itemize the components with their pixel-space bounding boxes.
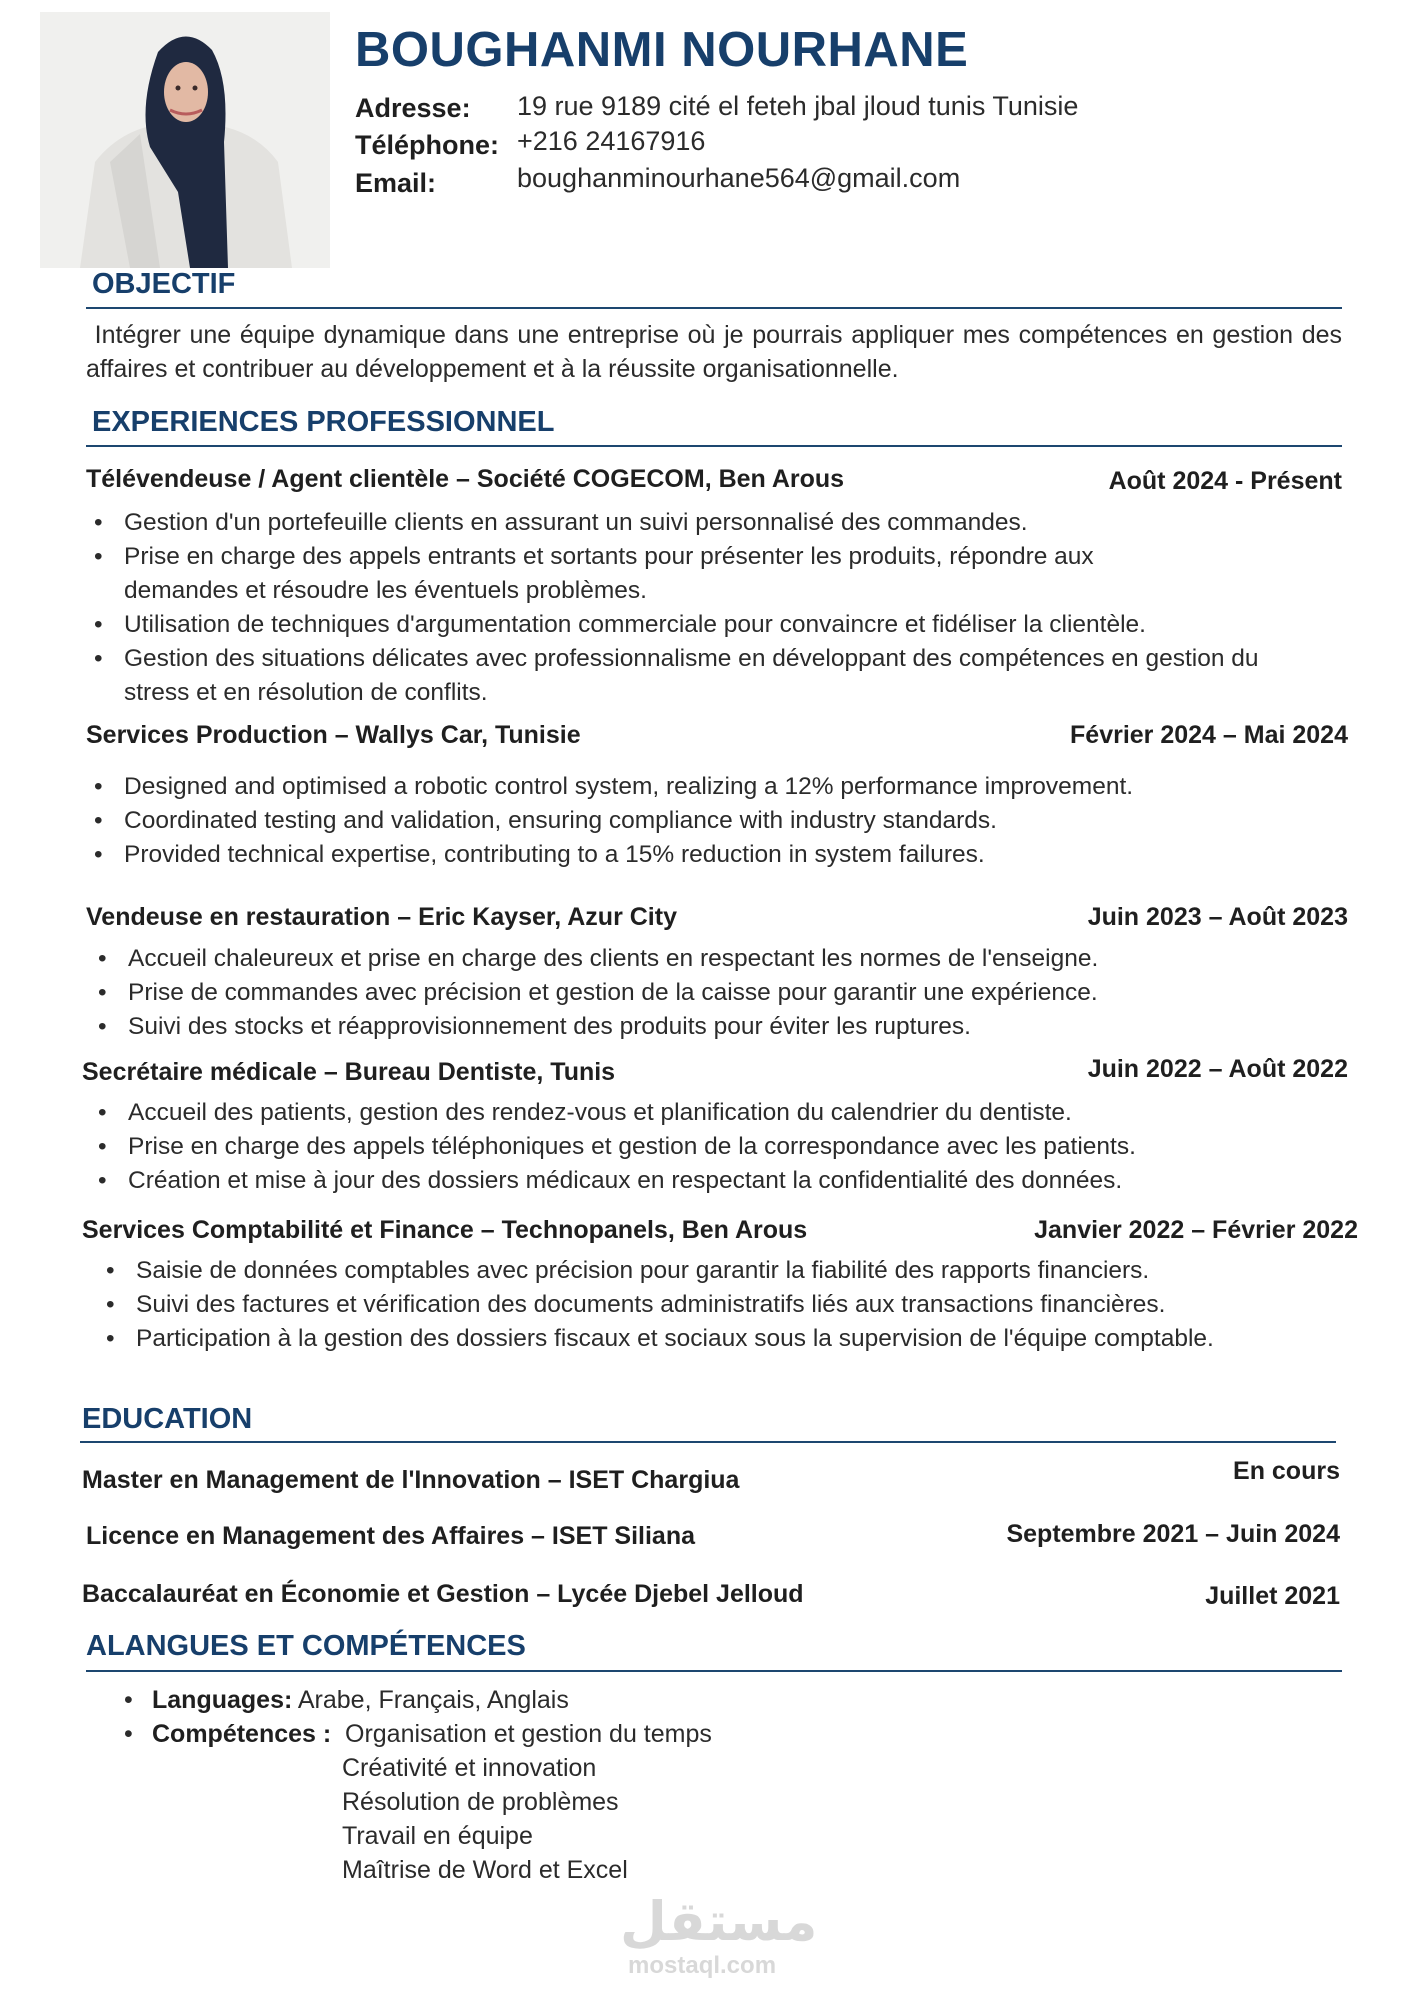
job-title: Secrétaire médicale – Bureau Dentiste, Tunis [82, 1058, 616, 1086]
list-item: • Prise en charge des appels entrants et sortants pour présenter les produits, répondre aux demandes et résoudre les éventuels problèmes. [86, 540, 1214, 608]
list-item: • Prise de commandes avec précision et gestion de la caisse pour garantir une expérience. [90, 976, 1340, 1010]
job-title: Services Comptabilité et Finance – Technopanels, Ben Arous [82, 1216, 808, 1244]
list-item: • Suivi des factures et vérification des documents administratifs liés aux transactions financières. [98, 1288, 1328, 1322]
experience-title: EXPERIENCES PROFESSIONNEL [92, 406, 555, 438]
skills-title: ALANGUES ET COMPÉTENCES [86, 1630, 526, 1662]
list-item: • Gestion des situations délicates avec professionnalisme en développant des compétences en gestion du stress et en résolution de conflits. [86, 642, 1294, 710]
address-value: 19 rue 9189 cité el feteh jbal jloud tunis Tunisie [517, 91, 1079, 121]
list-item: • Accueil chaleureux et prise en charge des clients en respectant les normes de l'enseigne. [90, 942, 1340, 976]
languages-value: Arabe, Français, Anglais [297, 1686, 569, 1714]
competence-item: Résolution de problèmes [342, 1788, 619, 1816]
list-item: • Saisie de données comptables avec précision pour garantir la fiabilité des rapports financiers. [98, 1254, 1328, 1288]
bullet-dot: • [124, 1686, 133, 1714]
languages-line [152, 1686, 569, 1715]
list-item: • Suivi des stocks et réapprovisionnement des produits pour éviter les ruptures. [90, 1010, 1340, 1044]
education-item-title: Baccalauréat en Économie et Gestion – Lycée Djebel Jelloud [82, 1580, 804, 1608]
education-item-title: Master en Management de l'Innovation – ISET Chargiua [82, 1466, 740, 1494]
profile-photo [40, 12, 330, 268]
list-item: • Création et mise à jour des dossiers médicaux en respectant la confidentialité des données. [90, 1164, 1340, 1198]
education-divider [80, 1441, 1336, 1443]
job-title: Télévendeuse / Agent clientèle – Société COGECOM, Ben Arous [86, 465, 845, 493]
education-item-date: Septembre 2021 – Juin 2024 [1006, 1520, 1340, 1548]
list-item: • Utilisation de techniques d'argumentation commerciale pour convaincre et fidéliser la clientèle. [86, 608, 1286, 642]
list-item: • Accueil des patients, gestion des rendez-vous et planification du calendrier du dentiste. [90, 1096, 1340, 1130]
address-label: Adresse: [355, 93, 471, 123]
candidate-name: BOUGHANMI NOURHANE [355, 23, 969, 77]
job-bullets [90, 942, 1340, 1044]
list-item: • Designed and optimised a robotic control system, realizing a 12% performance improvement. [86, 770, 1336, 804]
watermark-logo-arabic: مستقل [620, 1890, 818, 1953]
job-date: Janvier 2022 – Février 2022 [1034, 1216, 1358, 1244]
person-photo-illustration [40, 12, 330, 268]
list-item: • Gestion d'un portefeuille clients en assurant un suivi personnalisé des commandes. [86, 506, 1286, 540]
phone-value[interactable]: +216 24167916 [517, 126, 706, 156]
skills-divider [86, 1670, 1342, 1672]
objective-title: OBJECTIF [92, 268, 236, 300]
competences-label-line [152, 1720, 331, 1749]
job-title: Services Production – Wallys Car, Tunisie [86, 721, 581, 749]
objective-divider [86, 307, 1342, 309]
education-title: EDUCATION [82, 1403, 253, 1435]
job-date: Juin 2023 – Août 2023 [1087, 903, 1348, 931]
bullet-dot: • [124, 1720, 133, 1748]
job-title: Vendeuse en restauration – Eric Kayser, Azur City [86, 903, 677, 931]
competence-item: Créativité et innovation [342, 1754, 597, 1782]
job-date: Février 2024 – Mai 2024 [1070, 721, 1348, 749]
list-item: • Prise en charge des appels téléphoniques et gestion de la correspondance avec les patients. [90, 1130, 1340, 1164]
languages-label: Languages: [152, 1686, 293, 1714]
list-item: • Provided technical expertise, contributing to a 15% reduction in system failures. [86, 838, 1336, 872]
watermark-logo-latin: mostaql.com [628, 1952, 777, 1979]
education-item-title: Licence en Management des Affaires – ISET Siliana [86, 1522, 696, 1550]
job-bullets [86, 506, 1286, 710]
list-item: • Participation à la gestion des dossiers fiscaux et sociaux sous la supervision de l'équipe comptable. [98, 1322, 1226, 1356]
job-date: Août 2024 - Présent [1108, 467, 1342, 495]
email-label: Email: [355, 168, 437, 198]
job-bullets [98, 1254, 1328, 1356]
job-date: Juin 2022 – Août 2022 [1087, 1055, 1348, 1083]
objective-text [86, 318, 1342, 386]
competences-label: Compétences : [152, 1720, 332, 1748]
competence-item: Maîtrise de Word et Excel [342, 1856, 628, 1884]
job-bullets [90, 1096, 1340, 1198]
objective-text-content: Intégrer une équipe dynamique dans une entreprise où je pourrais appliquer mes compétences en gestion des affaires et contribuer au développement et à la réussite organisationnelle. [86, 321, 1342, 383]
education-item-date: En cours [1233, 1457, 1340, 1485]
list-item: • Coordinated testing and validation, ensuring compliance with industry standards. [86, 804, 1336, 838]
competence-item: Organisation et gestion du temps [345, 1720, 712, 1748]
competence-item: Travail en équipe [342, 1822, 533, 1850]
job-bullets [86, 770, 1336, 872]
email-value[interactable]: boughanminourhane564@gmail.com [517, 163, 961, 193]
education-item-date: Juillet 2021 [1205, 1582, 1340, 1610]
experience-divider [86, 445, 1342, 447]
phone-label: Téléphone: [355, 130, 500, 160]
